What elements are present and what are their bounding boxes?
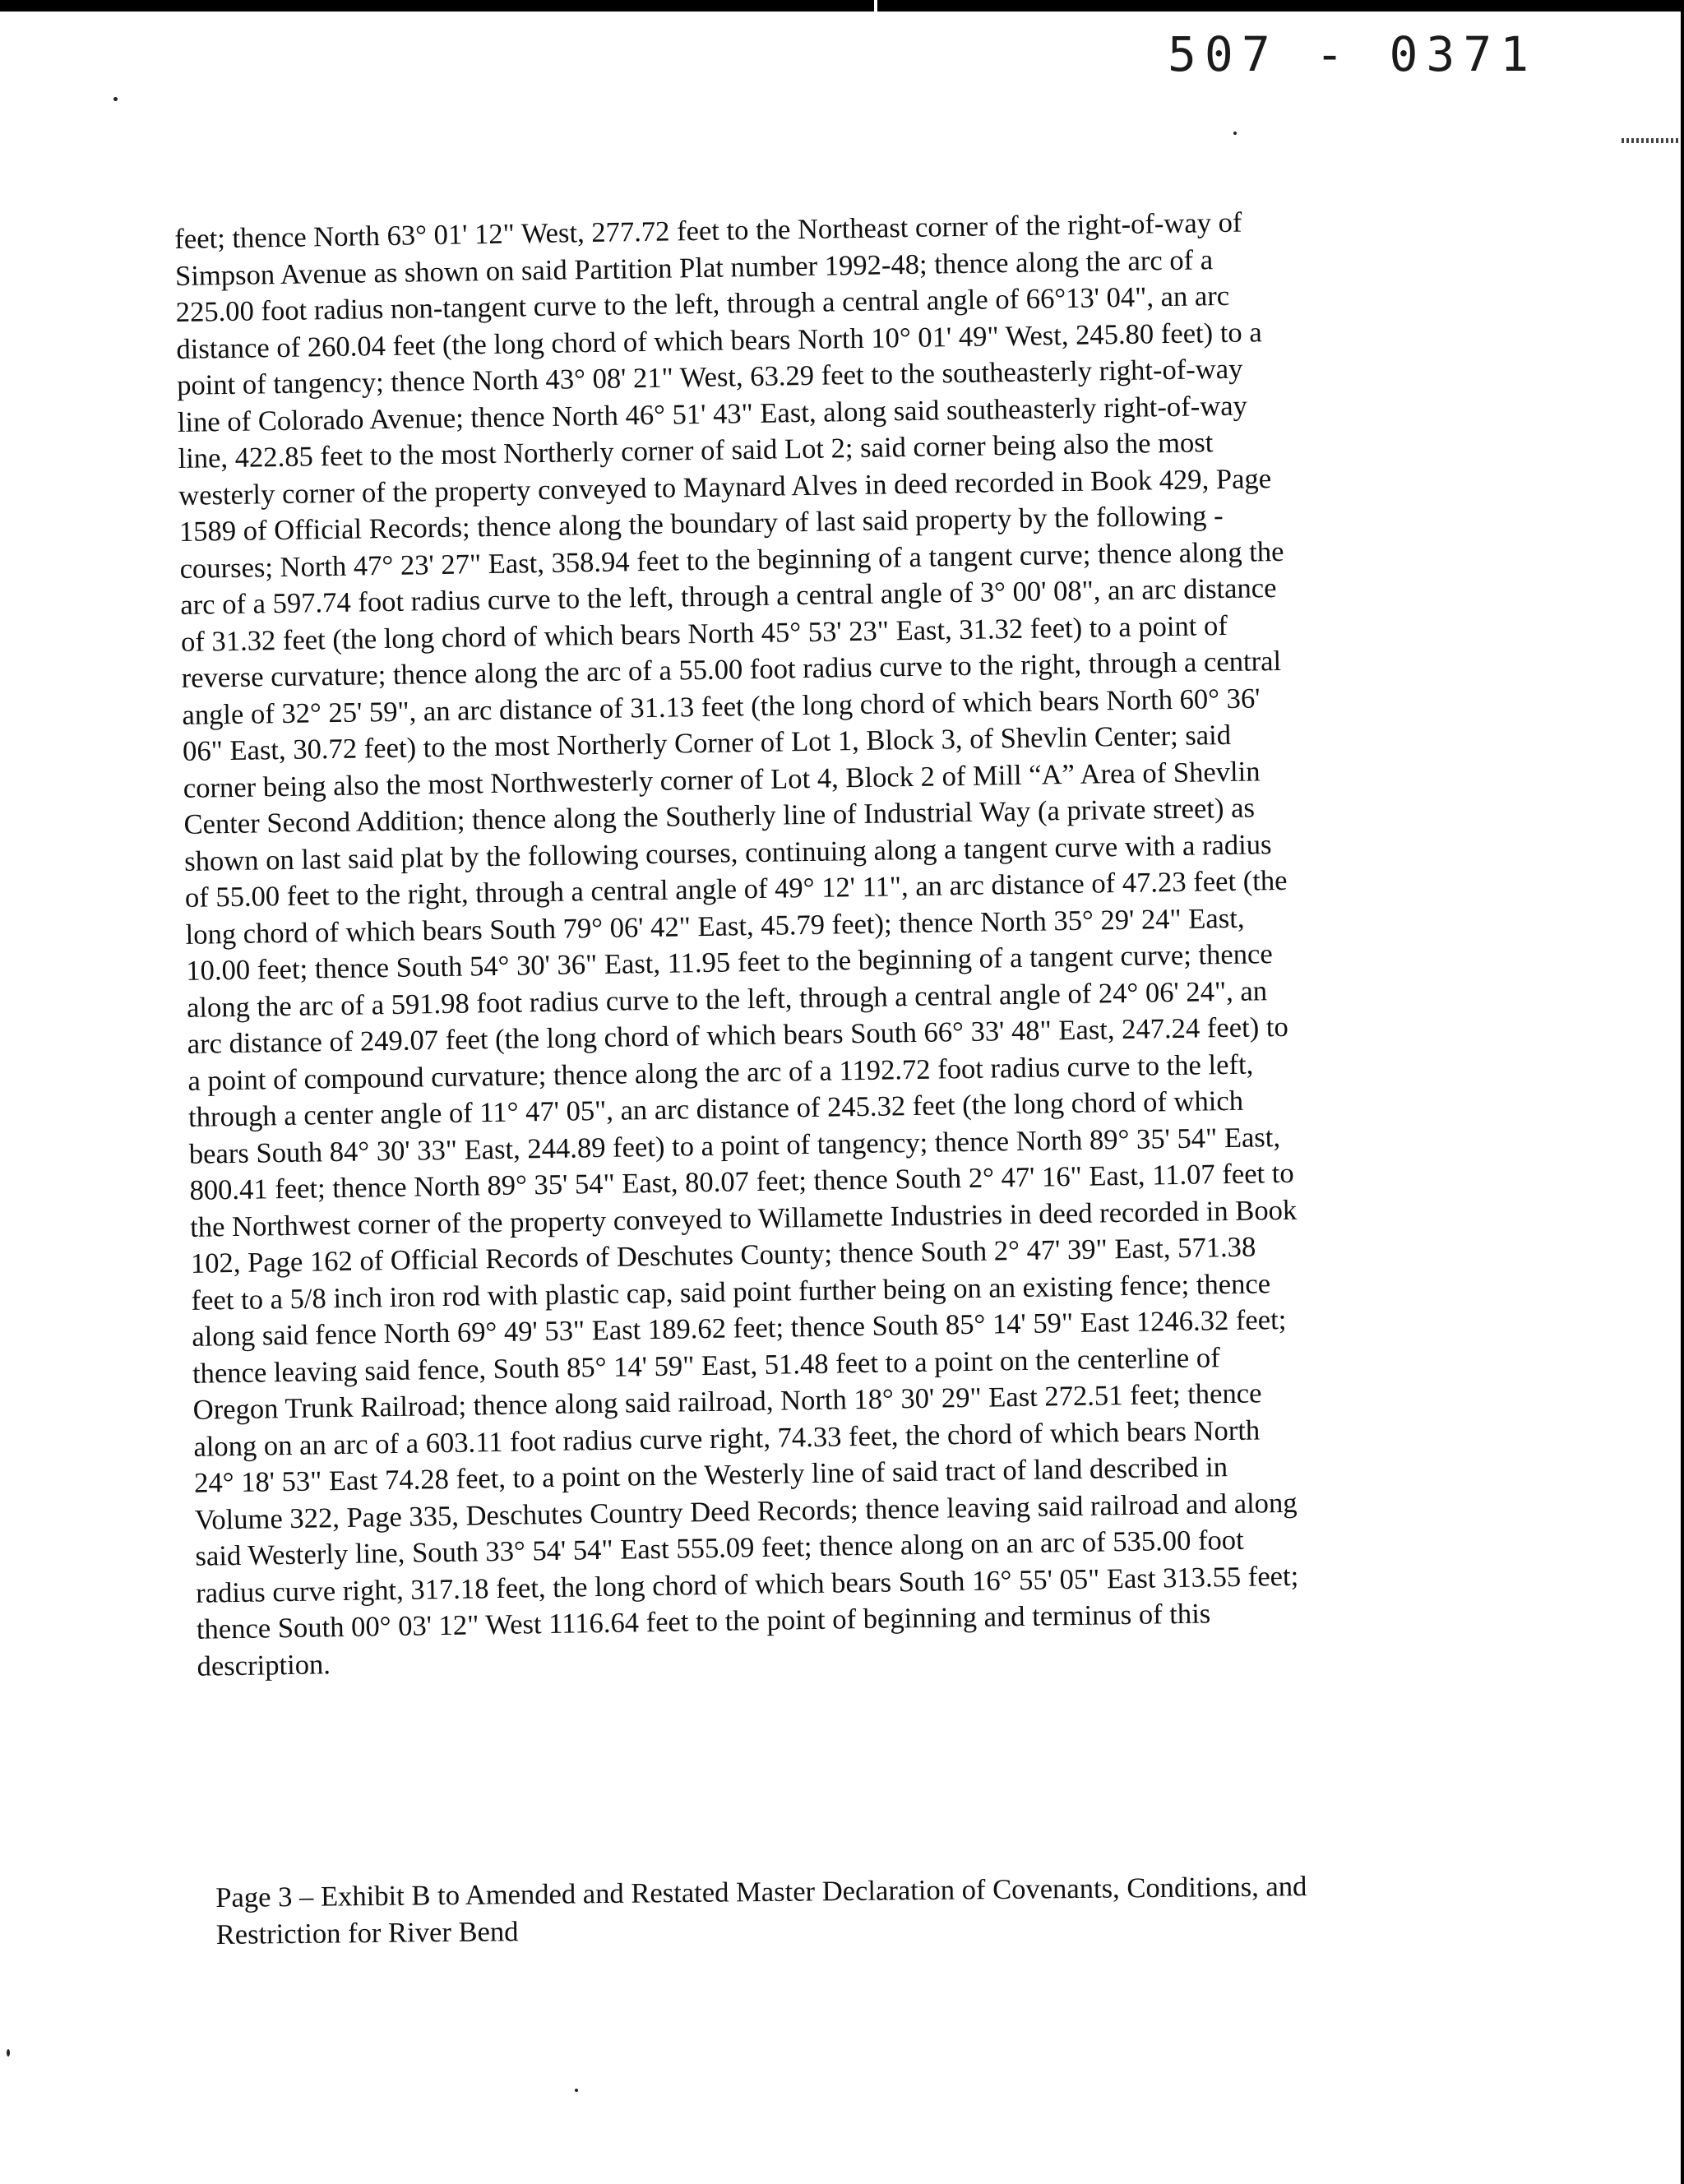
caption-line: Restriction for River Bend bbox=[215, 1915, 519, 1950]
description-line: thence leaving said fence, South 85° 14' 59" East, 51.48 feet to a point on the centerline of bbox=[192, 1341, 1220, 1390]
scan-speck bbox=[1233, 132, 1237, 135]
description-line: description. bbox=[197, 1648, 331, 1682]
description-line: reverse curvature; thence along the arc of a 55.00 foot radius curve to the right, through a central bbox=[181, 645, 1282, 694]
description-line: of 55.00 feet to the right, through a central angle of 49° 12' 11", an arc distance of 47.23 feet (the bbox=[184, 864, 1288, 914]
exhibit-caption bbox=[215, 1868, 1307, 1953]
description-line: 24° 18' 53" East 74.28 feet, to a point on the Westerly line of said tract of land described in bbox=[193, 1451, 1228, 1499]
description-line: thence South 00° 03' 12" West 1116.64 feet to the point of beginning and terminus of this bbox=[196, 1598, 1211, 1645]
document-page bbox=[0, 12, 1684, 2184]
scan-top-mark bbox=[874, 0, 877, 13]
description-line: arc of a 597.74 foot radius curve to the left, through a central angle of 3° 00' 08", an arc distance bbox=[180, 572, 1277, 621]
description-line: 102, Page 162 of Official Records of Deschutes County; thence South 2° 47' 39" East, 571.38 bbox=[190, 1231, 1256, 1279]
description-line: Volume 322, Page 335, Deschutes Country Deed Records; thence leaving said railroad and along bbox=[194, 1487, 1298, 1536]
description-line: arc distance of 249.07 feet (the long chord of which bears South 66° 33' 48" East, 247.24 feet) to bbox=[187, 1011, 1289, 1060]
description-line: 225.00 foot radius non-tangent curve to the left, through a central angle of 66°13' 04", an arc bbox=[175, 280, 1230, 328]
description-line: Simpson Avenue as shown on said Partition Plat number 1992-48; thence along the arc of a bbox=[174, 243, 1214, 292]
description-line: line of Colorado Avenue; thence North 46° 51' 43" East, along said southeasterly right-of-way bbox=[177, 390, 1248, 438]
scan-speck bbox=[7, 2049, 10, 2057]
description-line: through a center angle of 11° 47' 05", an arc distance of 245.32 feet (the long chord of which bbox=[187, 1085, 1244, 1133]
description-line: along said fence North 69° 49' 53" East 189.62 feet; thence South 85° 14' 59" East 1246.32 feet; bbox=[192, 1303, 1287, 1353]
description-line: radius curve right, 317.18 feet, the long chord of which bears South 16° 55' 05" East 313.55 feet; bbox=[195, 1560, 1299, 1609]
description-line: long chord of which bears South 79° 06' 42" East, 45.79 feet); thence North 35° 29' 24" East, bbox=[185, 902, 1245, 951]
description-line: feet to a 5/8 inch iron rod with plastic cap, said point further being on an existing fence; thence bbox=[191, 1267, 1271, 1316]
description-line: Oregon Trunk Railroad; thence along said railroad, North 18° 30' 29" East 272.51 feet; thence bbox=[192, 1377, 1262, 1426]
description-line: distance of 260.04 feet (the long chord of which bears North 10° 01' 49" West, 245.80 feet) to a bbox=[176, 316, 1262, 365]
description-line: bears South 84° 30' 33" East, 244.89 feet) to a point of tangency; thence North 89° 35' 54" East, bbox=[188, 1121, 1281, 1170]
description-line: 800.41 feet; thence North 89° 35' 54" East, 80.07 feet; thence South 2° 47' 16" East, 11.07 feet to bbox=[189, 1157, 1294, 1206]
scan-speck bbox=[575, 2089, 578, 2092]
scan-speck bbox=[113, 97, 118, 101]
description-line: 06" East, 30.72 feet) to the most Northerly Corner of Lot 1, Block 3, of Shevlin Center; said bbox=[182, 719, 1232, 767]
description-line: 10.00 feet; thence South 54° 30' 36" East, 11.95 feet to the beginning of a tangent curve; thence bbox=[186, 938, 1273, 987]
description-line: the Northwest corner of the property conveyed to Willamette Industries in deed recorded in Book bbox=[189, 1194, 1298, 1243]
description-line: 1589 of Official Records; thence along the boundary of last said property by the following - bbox=[178, 500, 1224, 548]
legal-description bbox=[174, 201, 1439, 1684]
description-line: along the arc of a 591.98 foot radius curve to the left, through a central angle of 24° 06' 24", an bbox=[186, 974, 1268, 1024]
description-line: courses; North 47° 23' 27" East, 358.94 feet to the beginning of a tangent curve; thence along the bbox=[179, 535, 1284, 585]
scan-edge-mark bbox=[1622, 138, 1681, 143]
caption-line: Page 3 – Exhibit B to Amended and Restated Master Declaration of Covenants, Conditions, and bbox=[215, 1871, 1307, 1913]
description-line: line, 422.85 feet to the most Northerly corner of said Lot 2; said corner being also the most bbox=[178, 427, 1214, 474]
document-number: 507 - 0371 bbox=[1168, 26, 1538, 82]
description-line: feet; thence North 63° 01' 12" West, 277.72 feet to the Northeast corner of the right-of-way of bbox=[174, 206, 1242, 255]
description-line: along on an arc of a 603.11 foot radius curve right, 74.33 feet, the chord of which bears North bbox=[193, 1414, 1261, 1463]
description-line: of 31.32 feet (the long chord of which bears North 45° 53' 23" East, 31.32 feet) to a point of bbox=[180, 609, 1228, 658]
description-line: said Westerly line, South 33° 54' 54" East 555.09 feet; thence along on an arc of 535.00 foot bbox=[195, 1524, 1244, 1572]
description-line: Center Second Addition; thence along the Southerly line of Industrial Way (a private street) as bbox=[183, 792, 1256, 840]
description-line: corner being also the most Northwesterly corner of Lot 4, Block 2 of Mill “A” Area of Shevlin bbox=[183, 755, 1261, 804]
description-line: angle of 32° 25' 59", an arc distance of 31.13 feet (the long chord of which bears North 60° 36' bbox=[182, 682, 1261, 731]
description-line: shown on last said plat by the following courses, continuing along a tangent curve with a radius bbox=[183, 828, 1272, 877]
description-line: point of tangency; thence North 43° 08' 21" West, 63.29 feet to the southeasterly right-of-way bbox=[176, 353, 1243, 401]
description-line: a point of compound curvature; thence along the arc of a 1192.72 foot radius curve to the left, bbox=[187, 1048, 1254, 1097]
description-line: westerly corner of the property conveyed to Maynard Alves in deed recorded in Book 429, Page bbox=[178, 462, 1272, 511]
scan-right-edge bbox=[1681, 0, 1684, 2184]
